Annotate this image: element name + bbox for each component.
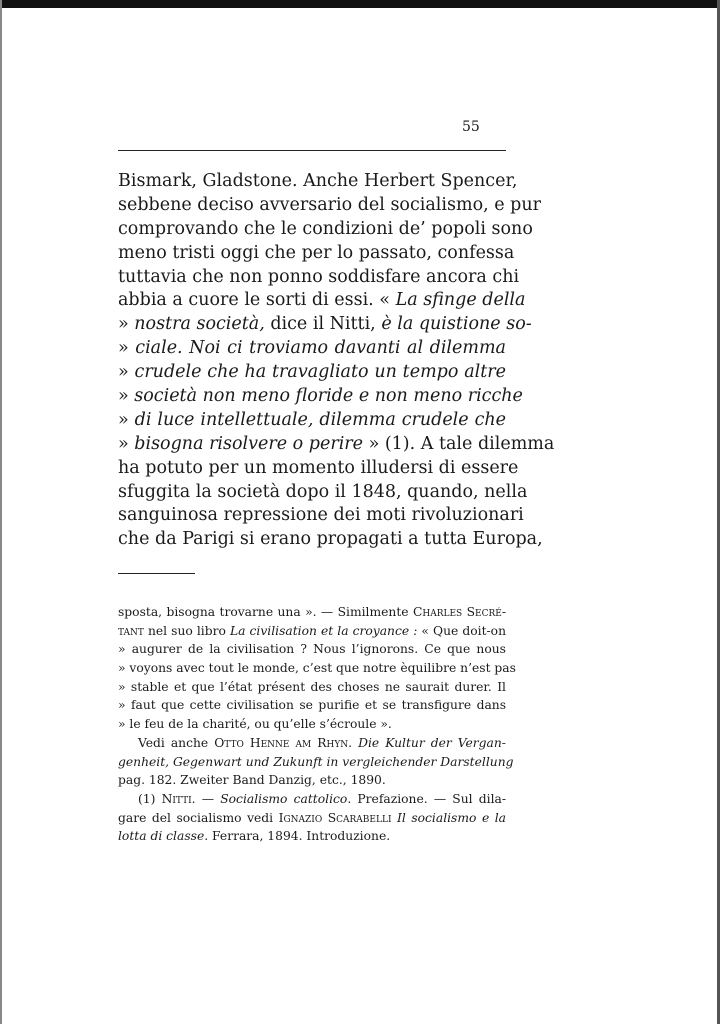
main-text-line [118, 242, 515, 266]
text-run: sebbene deciso avversario del socialismo, e pur [118, 194, 541, 215]
text-run: » [118, 386, 135, 407]
footnote-line [118, 734, 506, 753]
text-run: comprovando che le condizioni de’ popoli sono [118, 218, 533, 239]
text-run: . Prefazione. — Sul dila- [347, 791, 506, 806]
text-run: dice il Nitti, [264, 314, 382, 335]
page-number: 55 [462, 119, 480, 135]
italic-text: lotta di classe [118, 829, 205, 844]
footnote-line [118, 771, 506, 790]
footnote-line [118, 678, 506, 697]
footnote-line [118, 809, 506, 828]
italic-text: nostra società, [134, 314, 265, 335]
main-text-line [118, 266, 520, 290]
italic-text: crudele che ha travagliato un tempo altre [134, 362, 506, 383]
main-text-line [118, 385, 523, 409]
italic-text: ciale. Noi ci troviamo davanti al dilemma [135, 338, 506, 359]
footnote-line [118, 827, 506, 846]
small-caps-name: tant [118, 623, 144, 638]
footnote-line [118, 603, 506, 622]
text-run: meno tristi oggi che per lo passato, confessa [118, 242, 515, 263]
text-run: » [118, 314, 135, 335]
italic-text: genheit, Gegenwart und Zukunft in vergleichender Darstellung [118, 754, 514, 769]
text-run: abbia a cuore le sorti di essi. « [118, 290, 396, 311]
small-caps-name: Otto Henne am Rhyn. [214, 735, 353, 750]
footnotes [118, 603, 516, 846]
text-run: » [118, 409, 135, 430]
text-run: « Que doit-on [417, 623, 506, 638]
main-text-line [118, 433, 555, 457]
italic-text: società non meno floride e non meno ricche [134, 386, 523, 407]
text-run: » [118, 433, 135, 454]
italic-text: Socialismo cattolico [220, 791, 348, 806]
main-text-line [118, 170, 518, 194]
italic-text: Il socialismo e la [397, 810, 506, 825]
main-text-line [118, 504, 524, 528]
footnote-line [118, 696, 506, 715]
text-run: » voyons avec tout le monde, c’est que notre èquilibre n’est pas [118, 661, 516, 676]
italic-text: di luce intellettuale, dilemma crudele che [134, 409, 507, 430]
main-text-line [118, 218, 533, 242]
main-text-line [118, 313, 532, 337]
text-run: nel suo libro [143, 623, 230, 638]
text-run: che da Parigi si erano propagati a tutta Europa, [118, 529, 543, 550]
text-run: » [118, 338, 136, 359]
text-run: Vedi anche [138, 735, 215, 750]
small-caps-name: Ignazio Scarabelli [278, 810, 392, 825]
footnote-line [118, 715, 506, 734]
text-run: (1) [138, 791, 162, 806]
small-caps-name: Charles Secré- [412, 605, 506, 619]
text-run: — [195, 791, 221, 806]
footnote-line [118, 659, 516, 678]
text-run: sanguinosa repressione dei moti rivoluzionari [118, 505, 524, 526]
main-text-line [118, 481, 528, 505]
text-run: pag. 182. Zweiter Band Danzig, etc., 1890. [118, 773, 386, 788]
main-text-line [118, 457, 519, 481]
footnote-line [118, 622, 506, 641]
text-run: sfuggita la società dopo il 1848, quando, nella [118, 481, 528, 502]
text-run: » stable et que l’état présent des choses ne saurait durer. Il [118, 679, 506, 694]
text-run: » [118, 362, 135, 383]
footnote-line [118, 790, 506, 809]
text-run: Bismark, Gladstone. Anche Herbert Spencer, [118, 171, 518, 191]
footnote-line [118, 753, 514, 772]
footnote-rule [118, 573, 195, 574]
text-run: tuttavia che non ponno soddisfare ancora chi [118, 266, 520, 287]
italic-text: La civilisation et la croyance : [229, 623, 418, 638]
main-text-line [118, 528, 543, 552]
scan-left-edge [0, 0, 2, 1024]
main-text-line [118, 289, 526, 313]
header-rule [118, 150, 506, 151]
small-caps-name: Nitti. [161, 791, 196, 806]
italic-text: La sfinge della [395, 290, 526, 311]
main-text-line [118, 194, 541, 218]
text-run: » le feu de la charité, ou qu’elle s’écroule ». [118, 717, 392, 732]
text-run: » augurer de la civilisation ? Nous l’ignorons. Ce que nous [118, 642, 506, 657]
text-run: » (1). A tale dilemma [363, 433, 555, 454]
text-run: gare del socialismo vedi [118, 810, 279, 825]
main-text-line [118, 409, 506, 433]
scan-top-border [0, 0, 720, 8]
text-run: ha potuto per un momento illudersi di essere [118, 457, 519, 478]
text-run: sposta, bisogna trovarne una ». — Similmente [118, 605, 413, 619]
main-text-line [118, 361, 506, 385]
footnote-line [118, 640, 506, 659]
italic-text: Die Kultur der Vergan- [358, 735, 506, 750]
main-text [118, 170, 555, 552]
italic-text: bisogna risolvere o perire [134, 433, 364, 454]
italic-text: è la quistione so- [381, 314, 532, 335]
main-text-line [118, 337, 506, 361]
text-run: . Ferrara, 1894. Introduzione. [204, 829, 391, 844]
text-run: » faut que cette civilisation se purifie et se transfigure dans [118, 698, 506, 713]
